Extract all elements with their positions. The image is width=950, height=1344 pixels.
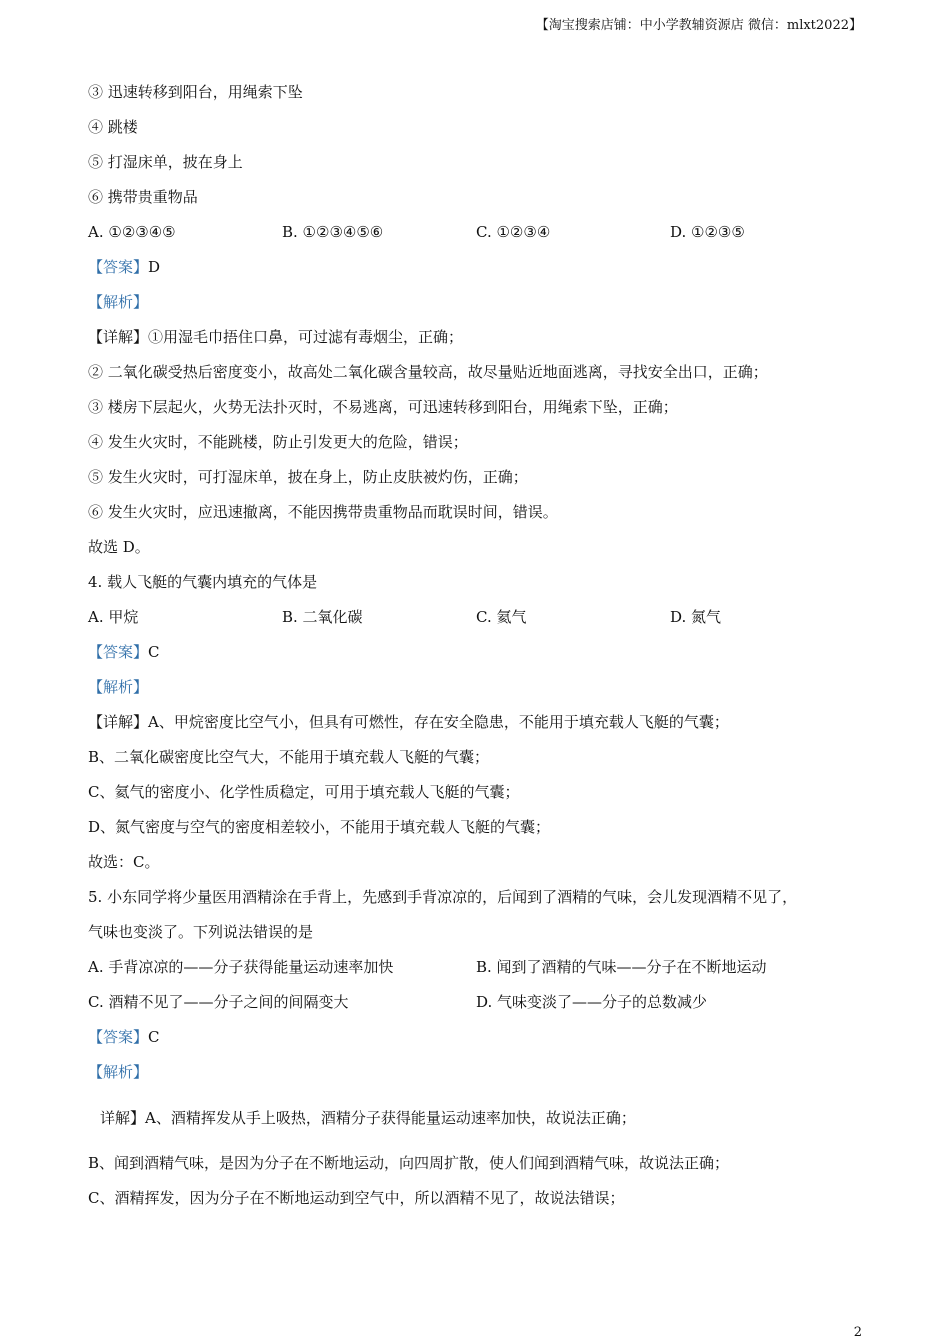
q3-option-b: B. ①②③④⑤⑥ xyxy=(282,223,384,241)
q4-detail: D、氮气密度与空气的密度相差较小，不能用于填充载人飞艇的气囊； xyxy=(88,818,551,836)
q5-options-row1 xyxy=(88,957,878,992)
q5-stem: 5. 小东同学将少量医用酒精涂在手背上，先感到手背凉凉的，后闻到了酒精的气味，会儿发现酒精不见了， xyxy=(88,888,798,906)
q5-detail: B、闻到酒精气味，是因为分子在不断地运动，向四周扩散，使人们闻到酒精气味，故说法正确； xyxy=(88,1154,730,1172)
q4-option-b: B. 二氧化碳 xyxy=(282,608,363,626)
q3-detail: ② 二氧化碳受热后密度变小，故高处二氧化碳含量较高，故尽量贴近地面逃离，寻找安全出口，正确； xyxy=(88,363,768,381)
detail-tag: 【详解】 xyxy=(88,713,149,731)
answer-value: C xyxy=(148,1028,160,1046)
q3-option-a: A. ①②③④⑤ xyxy=(88,223,176,241)
q4-option-d: D. 氮气 xyxy=(670,608,722,626)
q5-option-b: B. 闻到了酒精的气味——分子在不断地运动 xyxy=(476,958,767,976)
q5-option-a: A. 手背凉凉的——分子获得能量运动速率加快 xyxy=(88,958,394,976)
q3-detail: ⑤ 发生火灾时，可打湿床单，披在身上，防止皮肤被灼伤，正确； xyxy=(88,468,528,486)
q4-option-a: A. 甲烷 xyxy=(88,608,139,626)
q4-option-c: C. 氦气 xyxy=(476,608,527,626)
q3-options xyxy=(88,222,878,257)
q4-detail: B、二氧化碳密度比空气大，不能用于填充载人飞艇的气囊； xyxy=(88,748,490,766)
q3-detail: ④ 发生火灾时，不能跳楼，防止引发更大的危险，错误； xyxy=(88,433,468,451)
q3-conclusion: 故选 D。 xyxy=(88,538,150,556)
document-body xyxy=(88,82,878,1223)
q5-answer xyxy=(88,1027,878,1062)
q4-detail xyxy=(88,712,878,747)
q5-stem-cont: 气味也变淡了。下列说法错误的是 xyxy=(88,923,314,941)
q5-detail: C、酒精挥发，因为分子在不断地运动到空气中，所以酒精不见了，故说法错误； xyxy=(88,1189,625,1207)
q4-answer xyxy=(88,642,878,677)
answer-tag: 【答案】 xyxy=(88,643,149,661)
q5-analysis-tag: 【解析】 xyxy=(88,1063,149,1081)
q5-option-d: D. 气味变淡了——分子的总数减少 xyxy=(476,993,708,1011)
q3-option-c: C. ①②③④ xyxy=(476,223,551,241)
q3-item: ⑤ 打湿床单，披在身上 xyxy=(88,153,243,171)
q3-item: ⑥ 携带贵重物品 xyxy=(88,188,198,206)
q3-item: ④ 跳楼 xyxy=(88,118,138,136)
answer-tag: 【答案】 xyxy=(88,1028,149,1046)
header-note: 【淘宝搜索店铺：中小学教辅资源店 微信：mlxt2022】 xyxy=(535,18,862,33)
q3-detail: ⑥ 发生火灾时，应迅速撤离，不能因携带贵重物品而耽误时间，错误。 xyxy=(88,503,558,521)
q4-stem: 4. 载人飞艇的气囊内填充的气体是 xyxy=(88,573,318,591)
q5-detail: 详解】A、酒精挥发从手上吸热，酒精分子获得能量运动速率加快，故说法正确； xyxy=(100,1109,636,1127)
q4-options xyxy=(88,607,878,642)
q4-conclusion: 故选：C。 xyxy=(88,853,160,871)
q3-analysis-tag: 【解析】 xyxy=(88,293,149,311)
answer-tag: 【答案】 xyxy=(88,258,149,276)
detail-text: A、甲烷密度比空气小，但具有可燃性，存在安全隐患，不能用于填充载人飞艇的气囊； xyxy=(148,713,729,731)
q3-detail xyxy=(88,327,878,362)
q5-options-row2 xyxy=(88,992,878,1027)
page-number: 2 xyxy=(853,1325,862,1340)
detail-tag: 【详解】 xyxy=(88,328,149,346)
detail-text: ①用湿毛巾捂住口鼻，可过滤有毒烟尘，正确； xyxy=(148,328,464,346)
answer-value: C xyxy=(148,643,160,661)
answer-value: D xyxy=(148,258,161,276)
q4-analysis-tag: 【解析】 xyxy=(88,678,149,696)
q3-detail: ③ 楼房下层起火，火势无法扑灭时，不易逃离，可迅速转移到阳台，用绳索下坠，正确； xyxy=(88,398,678,416)
q4-detail: C、氦气的密度小、化学性质稳定，可用于填充载人飞艇的气囊； xyxy=(88,783,520,801)
q3-option-d: D. ①②③⑤ xyxy=(670,223,745,241)
q3-item: ③ 迅速转移到阳台，用绳索下坠 xyxy=(88,83,303,101)
q5-option-c: C. 酒精不见了——分子之间的间隔变大 xyxy=(88,993,349,1011)
q3-answer xyxy=(88,257,878,292)
